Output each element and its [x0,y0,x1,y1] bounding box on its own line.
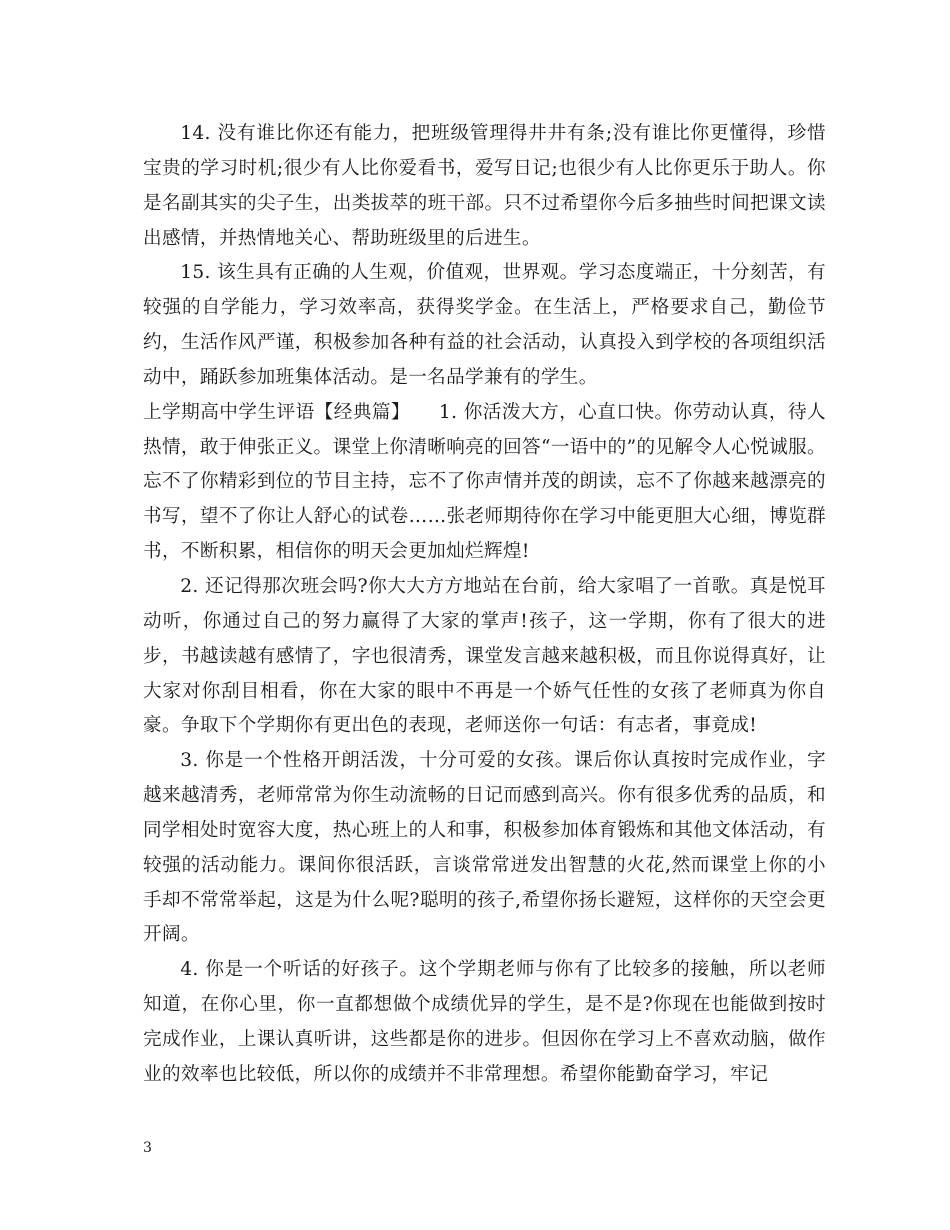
document-body [143,117,826,1093]
paragraph-section-heading-comment-1: 上学期高中学生评语【经典篇】 1. 你活泼大方，心直口快。你劳动认真，待人热情，敢于伸张正义。课堂上你清晰响亮的回答“一语中的”的见解令人心悦诚服。忘不了你精彩到位的节目主持，忘不了你声情并茂的朗读，忘不了你越来越漂亮的书写，望不了你让人舒心的试卷……张老师期待你在学习中能更胆大心细，博览群书，不断积累，相信你的明天会更加灿烂辉煌! [143,401,826,563]
paragraph-comment-15: 15. 该生具有正确的人生观，价值观，世界观。学习态度端正，十分刻苦，有较强的自学能力，学习效率高，获得奖学金。在生活上，严格要求自己，勤俭节约，生活作风严谨，积极参加各种有益的社会活动，认真投入到学校的各项组织活动中，踊跃参加班集体活动。是一名品学兼有的学生。 [143,262,826,388]
paragraph-comment-2: 2. 还记得那次班会吗?你大大方方地站在台前，给大家唱了一首歌。真是悦耳动听，你通过自己的努力赢得了大家的掌声!孩子，这一学期，你有了很大的进步，书越读越有感情了，字也很清秀，课堂发言越来越积极，而且你说得真好，让大家对你刮目相看，你在大家的眼中不再是一个娇气任性的女孩了老师真为你自豪。争取下个学期你有更出色的表现，老师送你一句话：有志者，事竟成! [143,575,826,737]
page-number: 3 [143,1140,152,1156]
paragraph-comment-14: 14. 没有谁比你还有能力，把班级管理得井井有条;没有谁比你更懂得，珍惜宝贵的学习时机;很少有人比你爱看书，爱写日记;也很少有人比你更乐于助人。你是名副其实的尖子生，出类拔萃的班干部。只不过希望你今后多抽些时间把课文读出感情，并热情地关心、帮助班级里的后进生。 [143,123,826,249]
paragraph-comment-4: 4. 你是一个听话的好孩子。这个学期老师与你有了比较多的接触，所以老师知道，在你心里，你一直都想做个成绩优异的学生，是不是?你现在也能做到按时完成作业，上课认真听讲，这些都是你的进步。但因你在学习上不喜欢动脑，做作业的效率也比较低，所以你的成绩并不非常理想。希望你能勤奋学习，牢记 [143,959,826,1085]
paragraph-comment-3: 3. 你是一个性格开朗活泼，十分可爱的女孩。课后你认真按时完成作业，字越来越清秀，老师常常为你生动流畅的日记而感到高兴。你有很多优秀的品质，和同学相处时宽容大度，热心班上的人和事，积极参加体育锻炼和其他文体活动，有较强的活动能力。课间你很活跃，言谈常常迸发出智慧的火花,然而课堂上你的小手却不常常举起，这是为什么呢?聪明的孩子,希望你扬长避短，这样你的天空会更开阔。 [143,750,826,946]
